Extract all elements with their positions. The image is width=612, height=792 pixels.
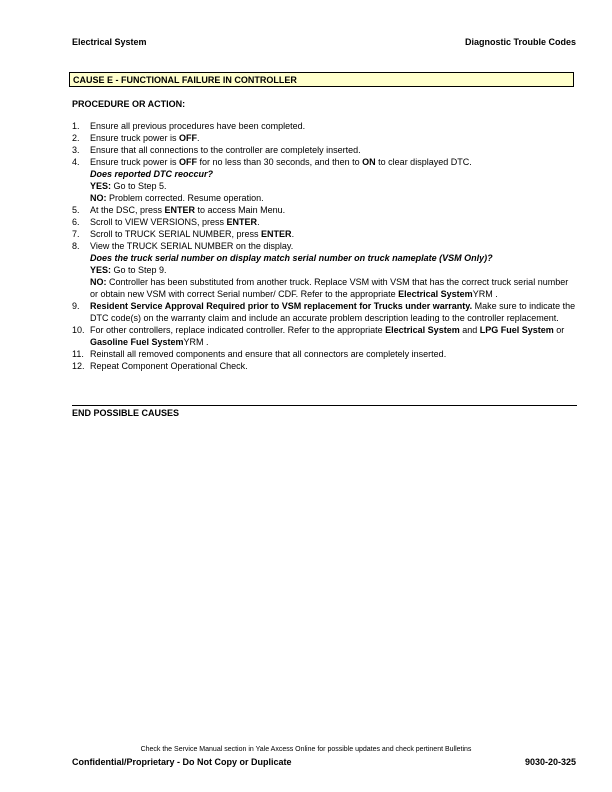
step-no-line <box>90 276 577 300</box>
step-text: Make sure to indicate the DTC code(s) on the warranty claim and include an accurate problem description leading to the controller replacement. <box>90 301 576 323</box>
step-8 <box>72 240 577 300</box>
procedure-title: PROCEDURE OR ACTION: <box>72 99 186 109</box>
end-possible-causes: END POSSIBLE CAUSES <box>72 408 180 418</box>
no-text: Problem corrected. Resume operation. <box>106 193 264 203</box>
step-text: For other controllers, replace indicated controller. Refer to the appropriate <box>90 325 386 335</box>
step-text: . <box>291 229 295 239</box>
step-text: and <box>459 325 480 335</box>
no-label: NO: <box>90 277 107 287</box>
step-text: . <box>257 217 260 227</box>
step-text: YRM . <box>183 337 209 347</box>
step-text: View the TRUCK SERIAL NUMBER on the display. <box>90 241 294 251</box>
step-text: Ensure truck power is <box>90 133 180 143</box>
step-yes-line <box>90 180 577 192</box>
step-number: 10. <box>72 325 85 335</box>
step-5 <box>72 204 577 216</box>
step-text: Reinstall all removed components and ensure that all connectors are completely inserted. <box>90 349 447 359</box>
yes-label: YES: <box>90 181 112 191</box>
step-1 <box>72 120 577 132</box>
cause-title-box: CAUSE E - FUNCTIONAL FAILURE IN CONTROLLER <box>69 72 574 87</box>
step-number: 11. <box>72 349 84 359</box>
manual-reference: LPG Fuel System <box>479 325 554 335</box>
step-yes-line <box>90 264 577 276</box>
footer-confidential: Confidential/Proprietary - Do Not Copy or Duplicate <box>72 757 292 767</box>
step-2 <box>72 132 577 144</box>
step-bold: OFF <box>179 157 198 167</box>
step-6 <box>72 216 577 228</box>
step-text: Repeat Component Operational Check. <box>90 361 248 371</box>
step-text: Ensure that all connections to the controller are completely inserted. <box>90 145 361 155</box>
yes-text: Go to Step 5. <box>111 181 167 191</box>
step-bold: ENTER <box>226 217 258 227</box>
step-question: Does the truck serial number on display match serial number on truck nameplate (VSM Only)? <box>90 253 493 263</box>
step-text: . <box>197 133 200 143</box>
step-text: Scroll to TRUCK SERIAL NUMBER, press <box>90 229 262 239</box>
step-text: At the DSC, press <box>90 205 165 215</box>
step-text: Ensure truck power is <box>90 157 180 167</box>
step-number: 4. <box>72 157 80 167</box>
step-12 <box>72 360 577 372</box>
step-bold: ENTER <box>164 205 196 215</box>
step-number: 2. <box>72 133 80 143</box>
step-number: 6. <box>72 217 80 227</box>
step-text: or <box>553 325 565 335</box>
step-text: to access Main Menu. <box>195 205 286 215</box>
procedure-steps <box>72 120 577 372</box>
step-number: 8. <box>72 241 80 251</box>
no-text: Controller has been substituted from another truck. Replace VSM with VSM that has the correct truck serial number or obtain new VSM with correct Serial number/ CDF. Refer to the appropriate <box>90 277 569 299</box>
step-text: Scroll to VIEW VERSIONS, press <box>90 217 227 227</box>
no-label: NO: <box>90 193 107 203</box>
warranty-notice: Resident Service Approval Required prior to VSM replacement for Trucks under warranty. <box>90 301 473 311</box>
header-section-title: Electrical System <box>72 37 147 47</box>
manual-reference: Electrical System <box>398 289 473 299</box>
step-4 <box>72 156 577 204</box>
step-number: 7. <box>72 229 80 239</box>
no-text-end: YRM . <box>472 289 498 299</box>
footer-note: Check the Service Manual section in Yale Axcess Online for possible updates and check pertinent Bulletins <box>140 746 472 753</box>
yes-label: YES: <box>90 265 112 275</box>
step-11 <box>72 348 577 360</box>
step-number: 1. <box>72 121 80 131</box>
step-3 <box>72 144 577 156</box>
yes-text: Go to Step 9. <box>111 265 167 275</box>
step-number: 5. <box>72 205 80 215</box>
step-number: 9. <box>72 301 80 311</box>
header-chapter-title: Diagnostic Trouble Codes <box>464 37 576 47</box>
step-number: 3. <box>72 145 80 155</box>
step-text: Ensure all previous procedures have been completed. <box>90 121 306 131</box>
step-bold: OFF <box>179 133 198 143</box>
manual-reference: Gasoline Fuel System <box>90 337 184 347</box>
step-text: to clear displayed DTC. <box>375 157 472 167</box>
step-bold: ENTER <box>261 229 292 239</box>
step-text: for no less than 30 seconds, and then to <box>197 157 363 167</box>
page-number: 9030-20-325 <box>524 757 576 767</box>
step-bold: ON <box>362 157 376 167</box>
step-question: Does reported DTC reoccur? <box>90 169 214 179</box>
section-divider <box>72 405 577 406</box>
manual-reference: Electrical System <box>385 325 460 335</box>
step-9 <box>72 300 577 324</box>
step-number: 12. <box>72 361 85 371</box>
step-no-line <box>90 192 577 204</box>
step-10 <box>72 324 577 348</box>
step-7 <box>72 228 577 240</box>
